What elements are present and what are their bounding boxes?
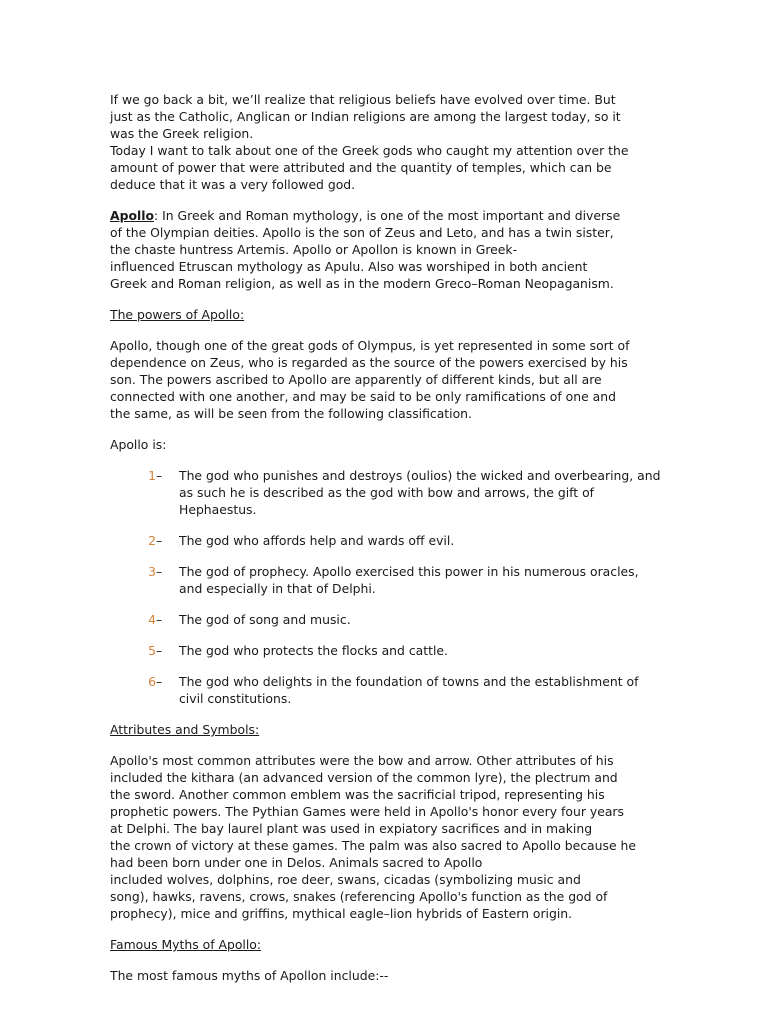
text-line: The god of prophecy. Apollo exercised this power in his numerous oracles, — [179, 564, 639, 579]
list-item — [110, 563, 670, 597]
intro-paragraph — [110, 91, 670, 193]
list-dash: – — [156, 564, 163, 579]
list-dash: – — [156, 468, 163, 483]
attributes-paragraph — [110, 752, 670, 922]
text-line: son. The powers ascribed to Apollo are apparently of different kinds, but all are — [110, 372, 602, 387]
apollo-is-label: Apollo is: — [110, 437, 167, 452]
apollo-definition: : In Greek and Roman mythology, is one of the most important and diverse — [153, 208, 621, 223]
attributes-heading: Attributes and Symbols: — [110, 722, 260, 737]
myths-heading: Famous Myths of Apollo: — [110, 937, 262, 952]
list-item — [110, 611, 670, 628]
myths-intro: The most famous myths of Apollon include:-- — [110, 968, 389, 983]
list-dash: – — [156, 612, 163, 627]
text-line: the chaste huntress Artemis. Apollo or Apollon is known in Greek- — [110, 242, 518, 257]
apollo-term: Apollo — [110, 208, 154, 223]
text-line: civil constitutions. — [179, 691, 292, 706]
list-number: 4 — [148, 612, 156, 627]
list-number: 5 — [148, 643, 156, 658]
text-line: was the Greek religion. — [110, 126, 254, 141]
list-dash: – — [156, 674, 163, 689]
text-line: the crown of victory at these games. The palm was also sacred to Apollo because he — [110, 838, 636, 853]
text-line: The god who punishes and destroys (oulios) the wicked and overbearing, and — [179, 468, 661, 483]
list-dash: – — [156, 643, 163, 658]
text-line: had been born under one in Delos. Animals sacred to Apollo — [110, 855, 483, 870]
text-line: deduce that it was a very followed god. — [110, 177, 356, 192]
text-line: dependence on Zeus, who is regarded as the source of the powers exercised by his — [110, 355, 628, 370]
text-line: as such he is described as the god with bow and arrows, the gift of — [179, 485, 595, 500]
text-line: The god who affords help and wards off evil. — [179, 533, 455, 548]
list-number: 6 — [148, 674, 156, 689]
list-item — [110, 673, 670, 707]
powers-paragraph — [110, 337, 670, 422]
text-line: influenced Etruscan mythology as Apulu. Also was worshiped in both ancient — [110, 259, 588, 274]
text-line: The god who protects the flocks and cattle. — [179, 643, 448, 658]
text-line: of the Olympian deities. Apollo is the son of Zeus and Leto, and has a twin sister, — [110, 225, 614, 240]
list-item — [110, 642, 670, 659]
powers-heading: The powers of Apollo: — [110, 307, 245, 322]
text-line: Apollo, though one of the great gods of Olympus, is yet represented in some sort of — [110, 338, 630, 353]
text-line: prophetic powers. The Pythian Games were held in Apollo's honor every four years — [110, 804, 624, 819]
text-line: the sword. Another common emblem was the sacrificial tripod, representing his — [110, 787, 605, 802]
list-item — [110, 467, 670, 518]
powers-list — [110, 467, 670, 707]
text-line: connected with one another, and may be said to be only ramifications of one and — [110, 389, 616, 404]
document-page — [110, 91, 670, 984]
text-line: The god of song and music. — [179, 612, 351, 627]
text-line: the same, as will be seen from the following classification. — [110, 406, 472, 421]
list-number: 3 — [148, 564, 156, 579]
text-line: included wolves, dolphins, roe deer, swans, cicadas (symbolizing music and — [110, 872, 581, 887]
text-line: and especially in that of Delphi. — [179, 581, 376, 596]
text-line: Greek and Roman religion, as well as in the modern Greco–Roman Neopaganism. — [110, 276, 614, 291]
list-number: 2 — [148, 533, 156, 548]
text-line: included the kithara (an advanced version of the common lyre), the plectrum and — [110, 770, 618, 785]
text-line: just as the Catholic, Anglican or Indian religions are among the largest today, so it — [110, 109, 621, 124]
text-line: prophecy), mice and griffins, mythical eagle–lion hybrids of Eastern origin. — [110, 906, 573, 921]
text-line: If we go back a bit, we’ll realize that religious beliefs have evolved over time. But — [110, 92, 616, 107]
text-line: at Delphi. The bay laurel plant was used in expiatory sacrifices and in making — [110, 821, 593, 836]
text-line: amount of power that were attributed and the quantity of temples, which can be — [110, 160, 612, 175]
text-line: The god who delights in the foundation of towns and the establishment of — [179, 674, 639, 689]
list-number: 1 — [148, 468, 156, 483]
text-line: Hephaestus. — [179, 502, 257, 517]
list-dash: – — [156, 533, 163, 548]
apollo-paragraph — [110, 207, 670, 292]
text-line — [110, 207, 670, 224]
text-line: song), hawks, ravens, crows, snakes (referencing Apollo's function as the god of — [110, 889, 608, 904]
list-item — [110, 532, 670, 549]
text-line: Today I want to talk about one of the Greek gods who caught my attention over the — [110, 143, 629, 158]
text-line: Apollo's most common attributes were the bow and arrow. Other attributes of his — [110, 753, 614, 768]
